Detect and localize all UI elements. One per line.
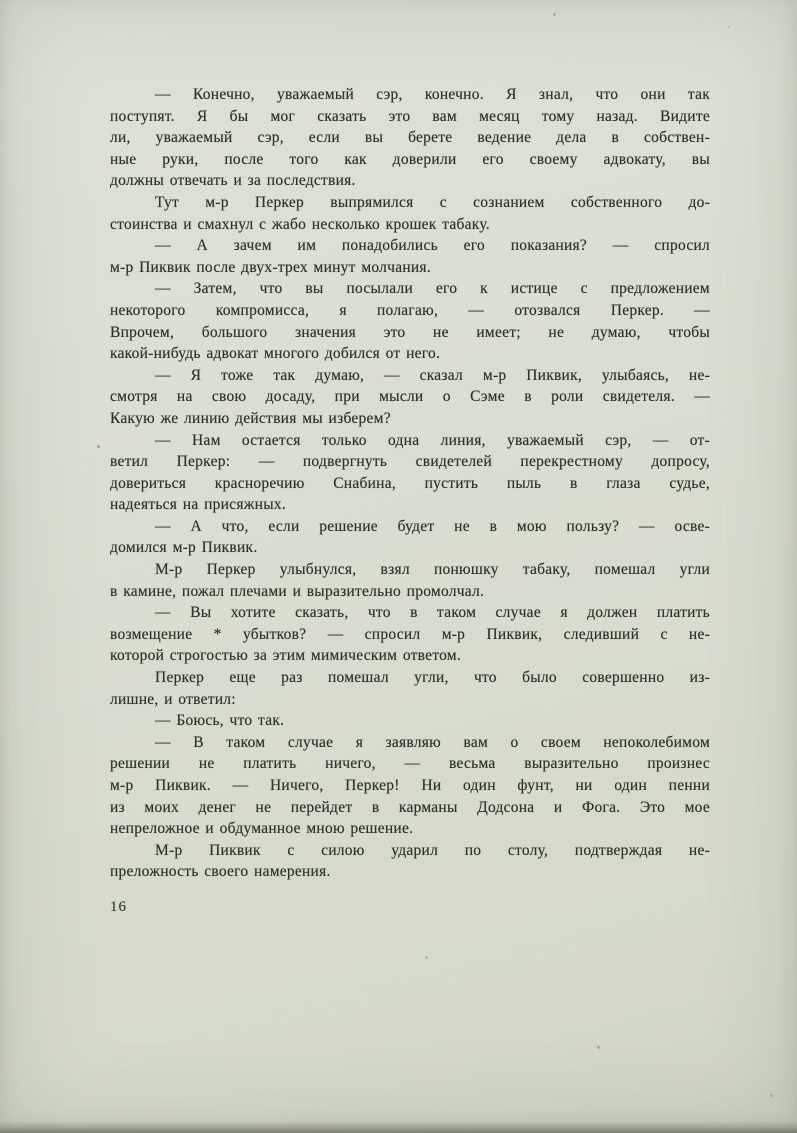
paragraph: [110, 430, 710, 516]
text-line: должны отвечать и за последствия.: [110, 172, 356, 190]
text-line: Перкер еще раз помешал угли, что было совершенно из-: [155, 669, 710, 687]
page-bottom-edge-shadow: [0, 1121, 797, 1133]
paragraph: [110, 192, 710, 235]
text-line: ли, уважаемый сэр, если вы берете ведение дела в собствен-: [110, 129, 710, 147]
paragraph: [110, 84, 710, 192]
text-block: [110, 84, 710, 883]
paragraph: [110, 710, 710, 732]
paper-speck: [97, 445, 100, 448]
text-line: лишне, и ответил:: [110, 690, 236, 708]
text-line: М-р Перкер улыбнулся, взял понюшку табаку, помешал угли: [155, 561, 710, 579]
text-line: — Вы хотите сказать, что в таком случае я должен платить: [155, 604, 710, 622]
text-line: Впрочем, большого значения это не имеет; не думаю, чтобы: [110, 323, 710, 341]
paragraph: [110, 602, 710, 667]
text-line: какой-нибудь адвокат многого добился от него.: [110, 345, 441, 363]
paper-speck: [728, 26, 730, 28]
paragraph: [110, 559, 710, 602]
text-line: — Боюсь, что так.: [155, 712, 285, 730]
text-line: м-р Пиквик после двух-трех минут молчания.: [110, 258, 431, 276]
paper-speck: [553, 13, 556, 16]
text-line: ные руки, после того как доверили его своему адвокату, вы: [110, 150, 710, 168]
text-line: — Я тоже так думаю, — сказал м-р Пиквик, улыбаясь, не-: [155, 366, 710, 384]
text-line: М-р Пиквик с силою ударил по столу, подтверждая не-: [155, 841, 710, 859]
text-line: надеяться на присяжных.: [110, 496, 286, 514]
paper-speck: [770, 1094, 773, 1097]
text-line: ветил Перкер: — подвергнуть свидетелей перекрестному допросу,: [110, 453, 710, 471]
paragraph: [110, 667, 710, 710]
text-line: — Конечно, уважаемый сэр, конечно. Я знал, что они так: [155, 86, 710, 103]
text-line: некоторого компромисса, я полагаю, — отозвался Перкер. —: [110, 301, 710, 319]
paragraph: [110, 840, 710, 883]
text-line: из моих денег не перейдет в карманы Додсона и Фога. Это мое: [110, 798, 710, 816]
paragraph: [110, 732, 710, 840]
paragraph: [110, 516, 710, 559]
text-line: довериться красноречию Снабина, пустить пыль в глаза судье,: [110, 474, 710, 492]
page-number: 16: [110, 899, 127, 915]
text-line: — А зачем им понадобились его показания? — спросил: [155, 237, 710, 255]
paragraph: [110, 365, 710, 430]
text-line: смотря на свою досаду, при мысли о Сэме в роли свидетеля. —: [110, 388, 710, 406]
text-line: непреложное и обдуманное мною решение.: [110, 820, 414, 838]
text-line: — Нам остается только одна линия, уважаемый сэр, — от-: [155, 431, 710, 449]
text-line: стоинства и смахнул с жабо несколько крошек табаку.: [110, 215, 490, 233]
text-line: которой строгостью за этим мимическим ответом.: [110, 647, 461, 665]
text-line: — А что, если решение будет не в мою пользу? — осве-: [155, 517, 710, 535]
text-line: в камине, пожал плечами и выразительно промолчал.: [110, 582, 485, 600]
text-line: преложность своего намерения.: [110, 863, 331, 881]
text-line: поступят. Я бы мог сказать это вам месяц тому назад. Видите: [110, 107, 710, 125]
text-line: — В таком случае я заявляю вам о своем непоколебимом: [155, 733, 710, 751]
paper-speck: [597, 1046, 600, 1049]
text-line: — Затем, что вы посылали его к истице с предложением: [155, 280, 710, 298]
text-line: возмещение * убытков? — спросил м-р Пиквик, следивший с не-: [110, 625, 710, 643]
text-line: м-р Пиквик. — Ничего, Перкер! Ни один фунт, ни один пенни: [110, 777, 710, 794]
text-line: Тут м-р Перкер выпрямился с сознанием собственного до-: [155, 193, 710, 211]
text-line: решении не платить ничего, — весьма выразительно произнес: [110, 755, 710, 773]
text-line: домился м-р Пиквик.: [110, 539, 258, 557]
paragraph: [110, 278, 710, 364]
text-line: Какую же линию действия мы изберем?: [110, 409, 391, 427]
paragraph: [110, 235, 710, 278]
paper-speck: [425, 956, 428, 959]
